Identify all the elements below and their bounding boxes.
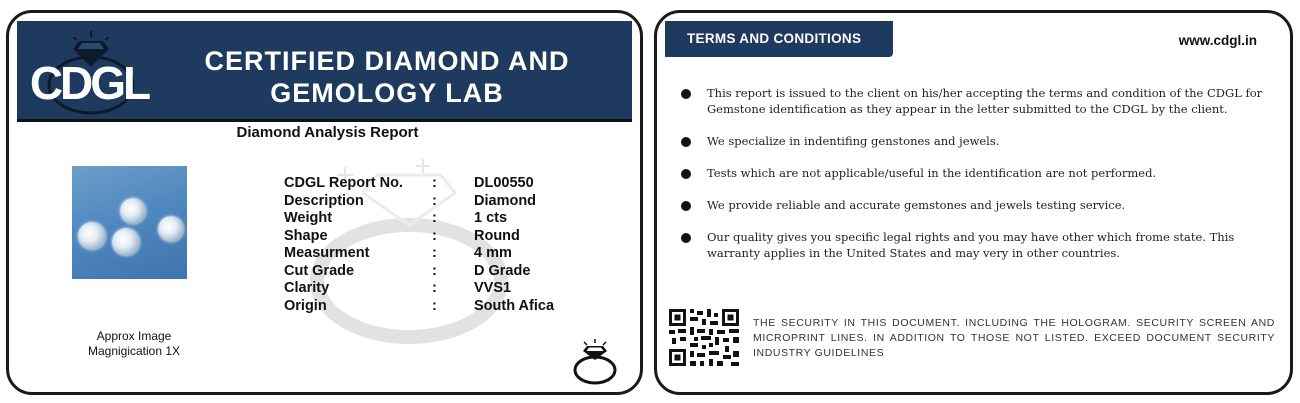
detail-value: D Grade xyxy=(474,262,531,279)
lab-title xyxy=(167,45,607,109)
detail-value: South Afica xyxy=(474,297,555,314)
bullet-dot-icon xyxy=(681,169,691,179)
terms-item xyxy=(679,85,1269,117)
detail-colon: : xyxy=(432,175,437,191)
diamond-image-gem xyxy=(120,198,146,224)
security-notice: THE SECURITY IN THIS DOCUMENT. INCLUDING THE HOLOGRAM. SECURITY SCREEN AND MICROPRINT LINES. IN ADDITION TO THOSE NOT LISTED. EXCEED DOCUMENT SECURITY INDUSTRY GUIDELINES xyxy=(753,317,1275,359)
terms-item xyxy=(679,133,1269,149)
bullet-dot-icon xyxy=(681,89,691,99)
detail-label: Origin xyxy=(284,297,327,314)
terms-item-text: We specialize in indentifing genstones and jewels. xyxy=(707,134,1000,148)
detail-label: Cut Grade xyxy=(284,262,355,279)
certificate-front-card xyxy=(6,10,643,395)
detail-label: CDGL Report No. xyxy=(284,175,403,191)
certificate-back-card xyxy=(654,10,1293,395)
detail-colon: : xyxy=(432,227,437,244)
image-caption xyxy=(64,329,204,359)
detail-label: Clarity xyxy=(284,280,330,296)
terms-tab xyxy=(665,21,893,57)
website-link[interactable]: www.cdgl.in xyxy=(1178,33,1257,48)
bullet-dot-icon xyxy=(681,233,691,243)
lab-title-line1: CERTIFIED DIAMOND AND xyxy=(204,46,570,76)
terms-item xyxy=(679,229,1269,261)
detail-label: Weight xyxy=(284,210,333,226)
terms-tab-label: TERMS AND CONDITIONS xyxy=(687,31,862,46)
terms-item-text: This report is issued to the client on his/her accepting the terms and condition of the CDGL for Gemstone identification as they appear in the letter submitted to the CDGL by the client. xyxy=(707,86,1263,116)
diamond-ring-icon xyxy=(569,338,621,386)
terms-item xyxy=(679,165,1269,181)
diamond-photo xyxy=(72,166,187,279)
detail-value: Round xyxy=(474,227,520,244)
detail-value: 4 mm xyxy=(474,245,512,261)
detail-colon: : xyxy=(432,192,437,209)
bullet-dot-icon xyxy=(681,137,691,147)
detail-colon: : xyxy=(432,210,437,226)
report-title: Diamond Analysis Report xyxy=(236,124,419,141)
cdgl-logo xyxy=(29,27,164,117)
detail-colon: : xyxy=(432,280,437,296)
logo-text: CDGL xyxy=(29,57,149,109)
detail-value: Diamond xyxy=(474,192,537,209)
detail-colon: : xyxy=(432,245,437,261)
diamond-image-gem xyxy=(112,228,140,256)
qr-code-icon xyxy=(669,309,739,366)
terms-item xyxy=(679,197,1269,213)
terms-item-text: We provide reliable and accurate gemstones and jewels testing service. xyxy=(707,198,1126,212)
lab-title-line2: GEMOLOGY LAB xyxy=(270,78,504,108)
diamond-image-gem xyxy=(78,222,106,250)
terms-list xyxy=(679,85,1269,277)
detail-label: Description xyxy=(284,192,364,209)
bullet-dot-icon xyxy=(681,201,691,211)
detail-colon: : xyxy=(432,262,437,279)
detail-value: VVS1 xyxy=(474,280,512,296)
detail-label: Measurment xyxy=(284,245,370,261)
detail-value: 1 cts xyxy=(474,210,508,226)
detail-colon: : xyxy=(432,297,437,314)
detail-value: DL00550 xyxy=(474,175,534,191)
certificate-header xyxy=(17,21,632,122)
image-caption-line2: Magnigication 1X xyxy=(87,344,181,358)
diamond-image-gem xyxy=(158,216,184,242)
image-caption-line1: Approx Image xyxy=(96,329,172,343)
terms-item-text: Tests which are not applicable/useful in the identification are not performed. xyxy=(707,166,1157,180)
detail-label: Shape xyxy=(284,227,328,244)
terms-item-text: Our quality gives you specific legal rights and you may have other which frome state. This warranty applies in the United States and may very in other countries. xyxy=(707,230,1235,260)
